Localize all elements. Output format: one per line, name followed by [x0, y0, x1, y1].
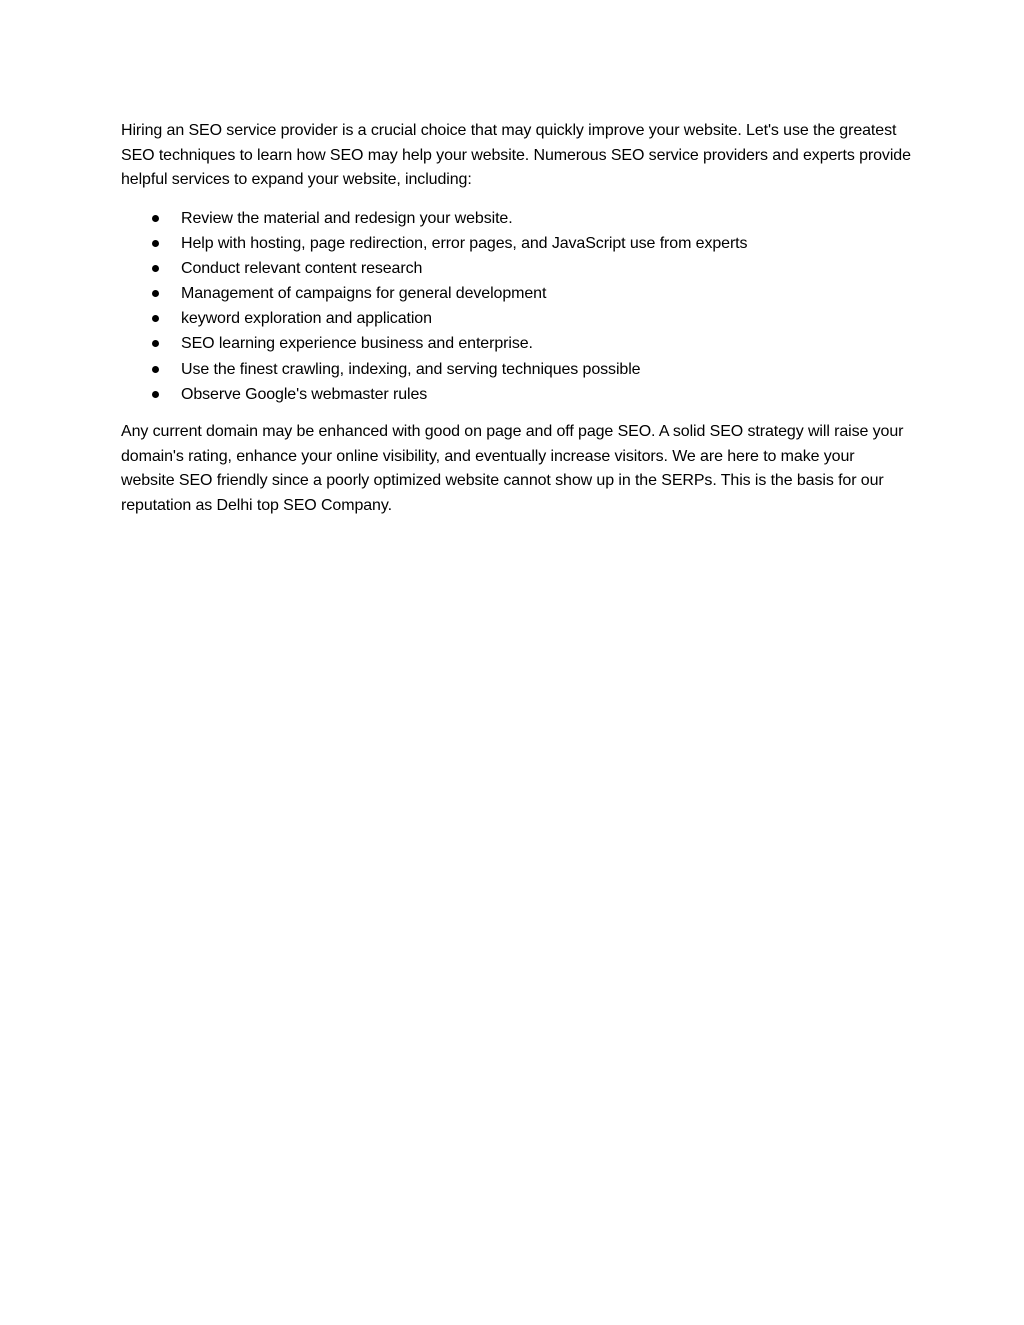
services-list [121, 206, 911, 408]
bullet-icon [152, 391, 159, 398]
bullet-icon [152, 340, 159, 347]
list-item [121, 281, 911, 306]
intro-paragraph: Hiring an SEO service provider is a crucial choice that may quickly improve your website. Let's use the greatest SEO techniques to learn how SEO may help your website. Numerous SEO service providers and experts provide helpful services to expand your website, including: [121, 122, 911, 188]
list-item [121, 206, 911, 231]
bullet-icon [152, 315, 159, 322]
list-item-text: Conduct relevant content research [181, 259, 423, 277]
bullet-icon [152, 366, 159, 373]
list-item [121, 331, 911, 356]
bullet-icon [152, 240, 159, 247]
bullet-icon [152, 290, 159, 297]
list-item [121, 256, 911, 281]
list-item-text: keyword exploration and application [181, 310, 432, 328]
list-item-text: Use the finest crawling, indexing, and serving techniques possible [181, 360, 641, 378]
bullet-icon [152, 215, 159, 222]
list-item [121, 382, 911, 407]
list-item-text: Review the material and redesign your website. [181, 209, 513, 227]
document-body [121, 119, 911, 518]
list-item-text: SEO learning experience business and enterprise. [181, 335, 533, 353]
list-item-text: Observe Google's webmaster rules [181, 385, 428, 403]
list-item-text: Help with hosting, page redirection, error pages, and JavaScript use from experts [181, 234, 748, 252]
bullet-icon [152, 265, 159, 272]
closing-paragraph: Any current domain may be enhanced with good on page and off page SEO. A solid SEO strategy will raise your domain's rating, enhance your online visibility, and eventually increase visitors. We are here to make your website SEO friendly since a poorly optimized website cannot show up in the SERPs. This is the basis for our reputation as Delhi top SEO Company. [121, 423, 904, 514]
list-item [121, 357, 911, 382]
list-item-text: Management of campaigns for general development [181, 285, 547, 303]
list-item [121, 306, 911, 331]
list-item [121, 231, 911, 256]
